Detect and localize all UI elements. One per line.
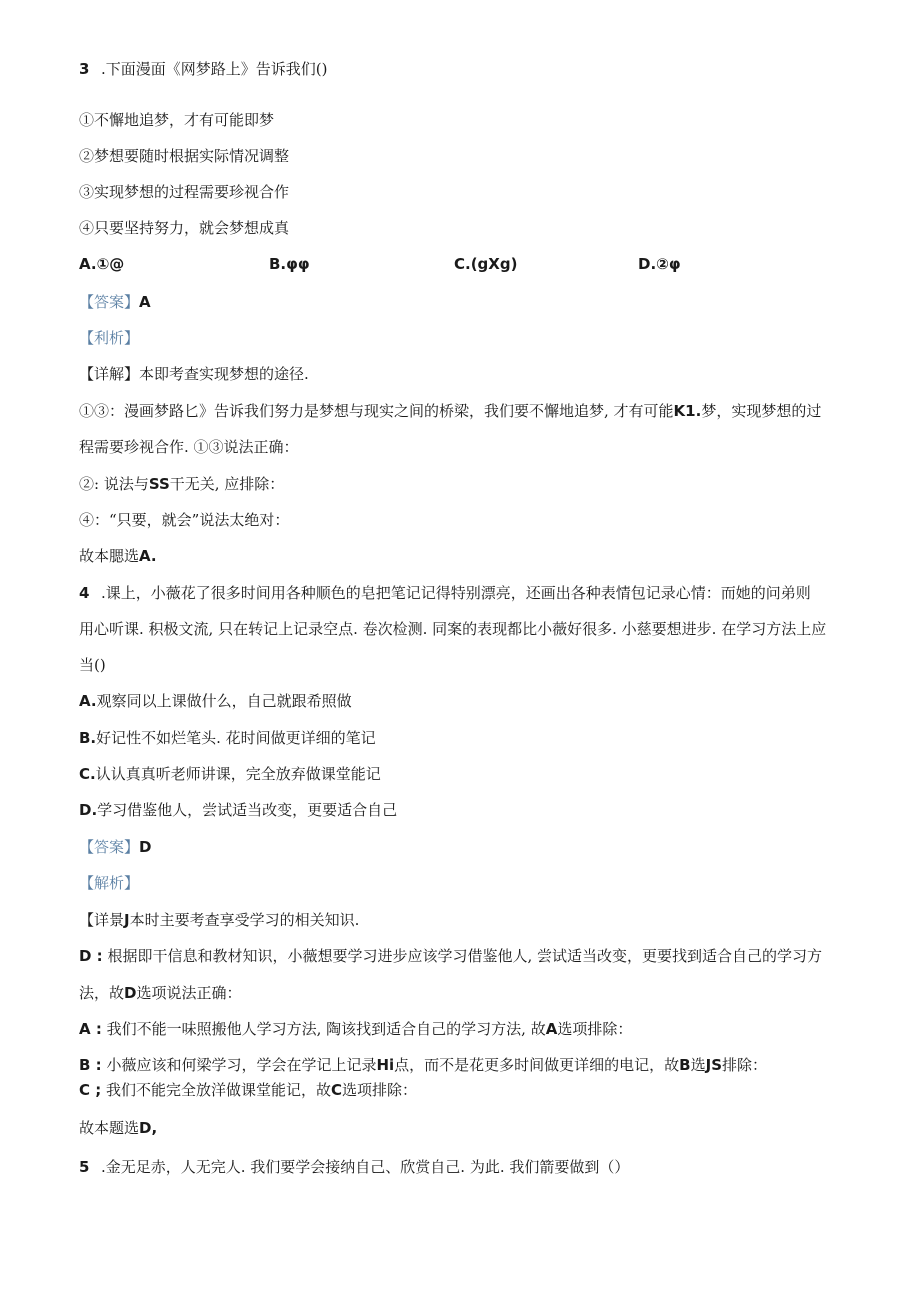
q3-stem (79, 59, 327, 79)
q3-option-b: B.φφ (269, 255, 310, 273)
q3-option-a: A.①@ (79, 255, 125, 273)
exp-text: 排除： (722, 1056, 768, 1074)
option-letter: A. (79, 692, 97, 710)
exp-text: 选项排除： (342, 1081, 418, 1099)
q4-explanation-d-2 (79, 983, 241, 1003)
answer-tag: 【答案】 (79, 293, 140, 311)
exp-text: 选项排除： (557, 1020, 633, 1038)
q5-stem (79, 1157, 629, 1177)
detail-tag: 【详解】 (79, 365, 140, 383)
exp-text: 干无关, 应排除： (169, 475, 285, 493)
q3-answer (79, 292, 151, 312)
conclusion-text: 故本题选 (79, 1119, 140, 1137)
exp-bold: SS (148, 475, 170, 493)
exp-text: 法，故 (79, 984, 125, 1002)
answer-value: A (139, 293, 151, 311)
detail-text: 本即考查实现梦想的途径. (139, 365, 309, 383)
conclusion-bold: D, (139, 1119, 158, 1137)
option-letter: C ; (79, 1081, 102, 1099)
exp-text: 小薇应该和何梁学习，学会在学记上记录 (106, 1056, 377, 1074)
q3-conclusion (79, 546, 157, 566)
option-letter: C. (79, 765, 96, 783)
exp-bold: Hi (376, 1056, 395, 1074)
exp-bold: K1. (673, 402, 702, 420)
q4-explanation-d (79, 946, 822, 966)
answer-tag: 【答案】 (79, 838, 140, 856)
conclusion-text: 故本腮选 (79, 547, 140, 565)
q4-stem-1 (79, 583, 811, 603)
exp-text: 选项说法正确： (136, 984, 242, 1002)
q3-explanation-2: 程需要珍视合作. ①③说法正确： (79, 438, 299, 456)
q4-number: 4 (79, 584, 90, 602)
q3-stem-text: .下面漫面《网梦路上》告诉我们() (101, 60, 328, 78)
exp-text: 梦，实现梦想的过 (701, 402, 822, 420)
option-letter: A : (79, 1020, 102, 1038)
option-text: 认认真真听老师讲课，完全放弃做课堂能记 (95, 765, 381, 783)
option-letter: B : (79, 1056, 102, 1074)
exp-text: 选 (690, 1056, 706, 1074)
exp-text: 根据即干信息和教材知识，小薇想要学习进步应该学习借鉴他人, 尝试适当改变，更要找到适合自己的学习方 (107, 947, 822, 965)
exp-text: ①③：漫画梦路匕》告诉我们努力是梦想与现实之间的桥梁，我们要不懈地追梦, 才有可能 (79, 402, 674, 420)
answer-value: D (139, 838, 152, 856)
detail-bold: J (124, 911, 130, 929)
q4-option-a (79, 691, 352, 711)
q3-analysis-tag: 【利析】 (79, 329, 140, 347)
q4-explanation-c (79, 1080, 417, 1100)
q3-number: 3 (79, 60, 90, 78)
q4-stem-2: 用心听课. 积极文流, 只在转记上记录空点. 卷次检测. 同案的表现都比小薇好很多. 小慈要想进步. 在学习方法上应 (79, 620, 827, 638)
q3-explanation-1 (79, 401, 821, 421)
exp-bold: A (545, 1020, 558, 1038)
exp-bold: JS (705, 1056, 723, 1074)
q3-item-3: ③实现梦想的过程需要珍视合作 (79, 183, 290, 201)
q4-detail (79, 910, 359, 930)
q3-explanation-4: ④：“只要，就会”说法太绝对： (79, 511, 290, 529)
q5-stem-text: .金无足赤，人无完人. 我们要学会接纳自己、欣赏自己. 为此. 我们箭要做到（） (101, 1158, 630, 1176)
exp-bold: B (679, 1056, 691, 1074)
q4-explanation-b (79, 1055, 767, 1075)
exp-text: 点，而不是花更多时间做更详细的电记，故 (394, 1056, 680, 1074)
q3-item-4: ④只要坚持努力，就会梦想成真 (79, 219, 290, 237)
q3-option-c: C.(gXg) (454, 255, 518, 273)
q4-stem-3: 当() (79, 656, 106, 674)
q4-answer (79, 837, 151, 857)
q4-analysis-tag: 【解析】 (79, 874, 140, 892)
q4-stem-text: .课上，小薇花了很多时间用各种顺色的皂把笔记记得特别漂亮，还画出各种表情包记录心情：而她的问弟则 (101, 584, 811, 602)
q3-item-1: ①不懈地追梦，才有可能即梦 (79, 111, 275, 129)
conclusion-bold: A. (139, 547, 157, 565)
option-text: 好记性不如烂笔头. 花时间做更详细的笔记 (96, 729, 376, 747)
q4-explanation-a (79, 1019, 632, 1039)
exp-bold: C (331, 1081, 343, 1099)
option-letter: B. (79, 729, 97, 747)
option-text: 学习借鉴他人，尝试适当改变，更要适合自己 (97, 801, 398, 819)
option-letter: D. (79, 801, 98, 819)
q4-option-b (79, 728, 376, 748)
exp-text: ②: 说法与 (79, 475, 149, 493)
q4-option-c (79, 764, 381, 784)
q3-detail (79, 364, 309, 384)
option-letter: D : (79, 947, 103, 965)
q3-option-d: D.②φ (638, 255, 681, 273)
exp-text: 我们不能完全放洋做课堂能记，故 (106, 1081, 332, 1099)
exp-bold: D (124, 984, 137, 1002)
q3-explanation-3 (79, 474, 284, 494)
q4-option-d (79, 800, 397, 820)
q4-conclusion (79, 1118, 157, 1138)
detail-text: 本时主要考查享受学习的相关知识. (129, 911, 360, 929)
q3-item-2: ②梦想要随时根据实际情况调整 (79, 147, 290, 165)
q5-number: 5 (79, 1158, 90, 1176)
option-text: 观察同以上课做什么，自己就跟希照做 (96, 692, 352, 710)
exp-text: 我们不能一味照搬他人学习方法, 陶该找到适合自己的学习方法, 故 (106, 1020, 546, 1038)
detail-tag: 【详景 (79, 911, 125, 929)
